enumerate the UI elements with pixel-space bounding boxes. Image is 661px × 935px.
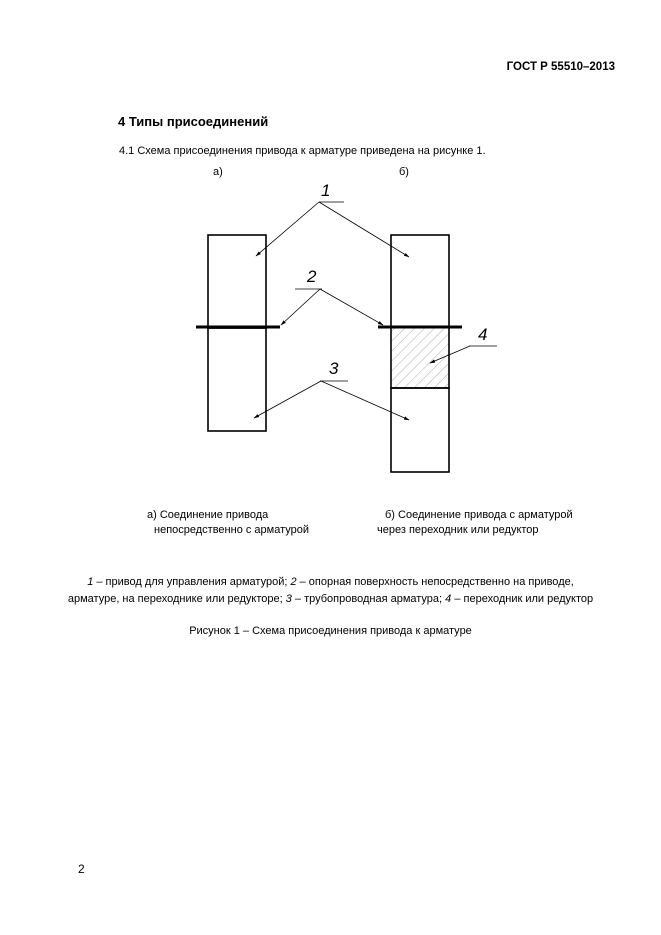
callout-2: 2 (307, 267, 317, 286)
callout-2-arrow-b (320, 289, 383, 325)
page-number: 2 (78, 862, 85, 876)
callout-1-arrow-b (319, 202, 409, 257)
legend-text-2: – опорная поверхность непосредственно на приводе, (296, 576, 574, 588)
callout-4: 4 (478, 325, 488, 344)
legend-num-3: 3 (285, 593, 292, 605)
figure-legend (0, 574, 661, 608)
caption-b-line1: б) Соединение привода с арматурой (385, 509, 573, 521)
legend-text-3: арматуре, на переходнике или редукторе; (67, 593, 286, 605)
callout-1-arrow-a (256, 202, 319, 256)
valve-b (391, 388, 449, 472)
callout-3-arrow-a (254, 381, 321, 418)
legend-num-2: 2 (290, 576, 297, 588)
caption-a-line2: непосредственно с арматурой (154, 524, 310, 536)
callout-3: 3 (329, 359, 339, 378)
section-heading: 4 Типы присоединений (118, 114, 269, 129)
standard-code: ГОСТ Р 55510–2013 (506, 61, 615, 73)
actuator-a (208, 235, 266, 328)
callout-1: 1 (321, 181, 331, 200)
caption-b-line2: через переходник или редуктор (377, 524, 539, 536)
actuator-b (391, 235, 449, 327)
callout-2-arrow-a (281, 289, 320, 325)
adapter-gearbox (391, 327, 449, 388)
variant-b-label: б) (399, 166, 409, 178)
valve-a (208, 328, 266, 431)
legend-text-5: – переходник или редуктор (451, 593, 594, 605)
section-paragraph: 4.1 Схема присоединения привода к арматуре приведена на рисунке 1. (119, 145, 486, 157)
legend-text-4: – трубопроводная арматура; (291, 593, 446, 605)
legend-num-4: 4 (445, 593, 452, 605)
figure-title: Рисунок 1 – Схема присоединения привода к арматуре (189, 625, 472, 637)
variant-a-label: а) (213, 166, 223, 178)
caption-a-line1: а) Соединение привода (147, 509, 269, 521)
legend-text-1: – привод для управления арматурой; (93, 576, 291, 588)
legend-num-1: 1 (87, 576, 94, 588)
